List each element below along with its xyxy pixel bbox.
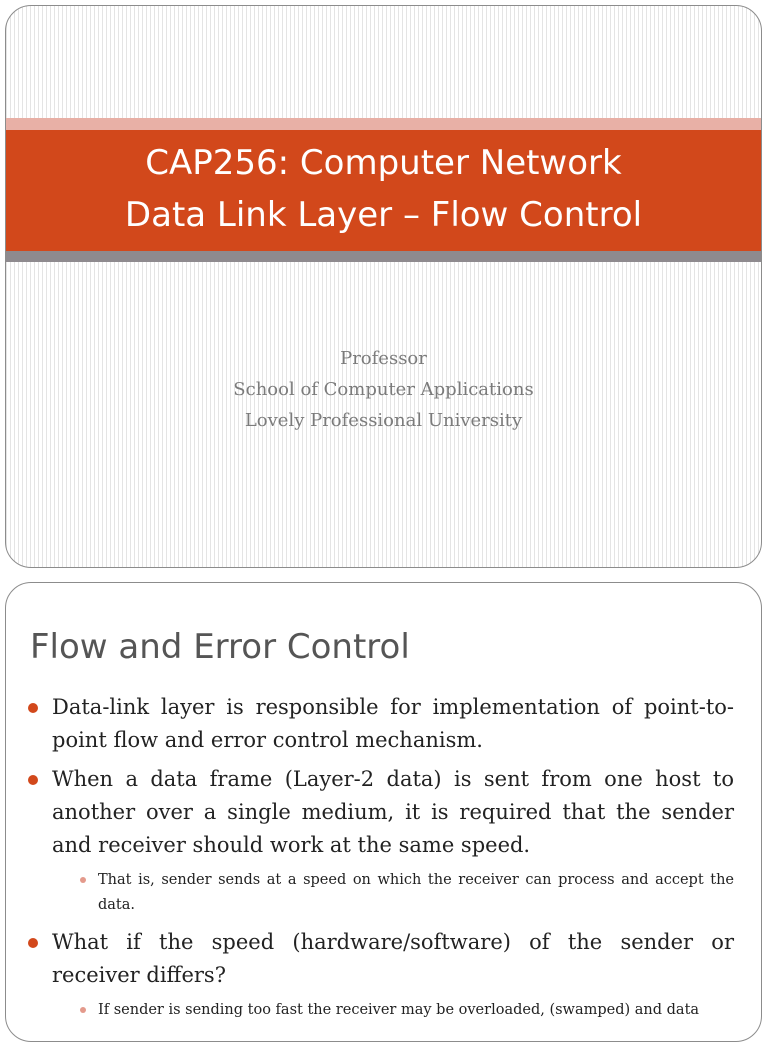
bullet-text: Data-link layer is responsible for implementation of point-to-point flow and error control mechanism. [52,695,734,752]
sub-bullet-dot-icon [80,1007,86,1013]
content-slide [5,582,762,1042]
subtitle-role: Professor [340,348,427,369]
sub-bullet-item [26,868,734,918]
bullet-item [26,691,734,757]
bullet-dot-icon [28,938,38,948]
bullet-text: When a data frame (Layer-2 data) is sent from one host to another over a single medium, it is required that the sender and receiver should work at the same speed. [52,767,734,857]
slide-title-line-1: CAP256: Computer Network [145,143,622,183]
slide-heading: Flow and Error Control [30,627,410,667]
sub-bullet-text: That is, sender sends at a speed on which the receiver can process and accept the data. [98,872,734,913]
subtitle-university: Lovely Professional University [244,410,523,431]
title-band-light [6,118,761,130]
bullet-dot-icon [28,775,38,785]
slide-title-line-2: Data Link Layer – Flow Control [124,195,643,235]
title-slide [5,5,762,568]
subtitle-school: School of Computer Applications [233,379,534,400]
bullet-list [26,691,734,1031]
sub-bullet-text: If sender is sending too fast the receiver may be overloaded, (swamped) and data [98,1002,700,1018]
bullet-item [26,763,734,862]
title-band-grey [6,251,761,262]
sub-bullet-dot-icon [80,877,86,883]
bullet-text: What if the speed (hardware/software) of the sender or receiver differs? [52,930,734,987]
bullet-item [26,926,734,992]
sub-bullet-item [26,998,734,1023]
bullet-dot-icon [28,703,38,713]
